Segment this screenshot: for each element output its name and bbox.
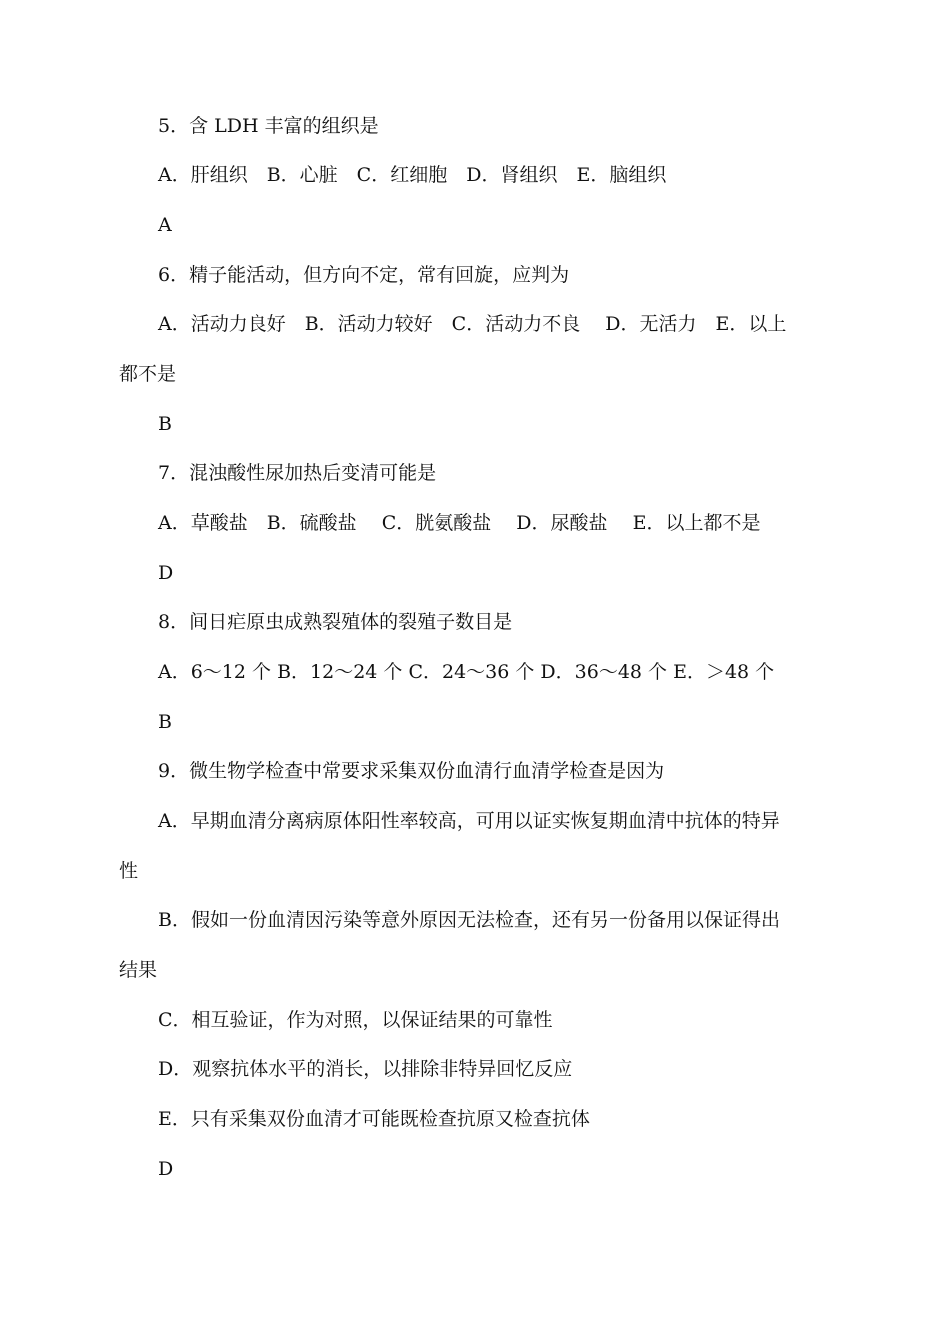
question-8-options: A．6～12 个 B．12～24 个 C．24～36 个 D．36～48 个 E．＞48 个 [158,661,775,683]
question-9-option-d: D．观察抗体水平的消长，以排除非特异回忆反应 [158,1058,573,1080]
question-9-option-a-continued: 性 [119,860,139,882]
question-7-answer: D [158,562,174,584]
question-6-answer: B [158,413,172,435]
question-5-stem: 5．含 LDH 丰富的组织是 [158,115,379,137]
question-9-answer: D [158,1158,174,1180]
question-6-stem: 6．精子能活动，但方向不定，常有回旋，应判为 [158,264,570,286]
question-7-options: A．草酸盐 B．硫酸盐 C．胱氨酸盐 D．尿酸盐 E．以上都不是 [158,512,761,534]
question-9-option-b-continued: 结果 [119,959,158,981]
question-9-stem: 9．微生物学检查中常要求采集双份血清行血清学检查是因为 [158,760,665,782]
question-9-option-c: C．相互验证，作为对照，以保证结果的可靠性 [158,1009,553,1031]
question-5-answer: A [158,214,172,236]
question-5-options: A．肝组织 B．心脏 C．红细胞 D．肾组织 E．脑组织 [158,164,667,186]
question-8-answer: B [158,711,172,733]
question-9-option-e: E．只有采集双份血清才可能既检查抗原又检查抗体 [158,1108,590,1130]
question-9-option-b: B．假如一份血清因污染等意外原因无法检查，还有另一份备用以保证得出 [158,909,780,931]
question-6-options-continued: 都不是 [119,363,177,385]
question-8-stem: 8．间日疟原虫成熟裂殖体的裂殖子数目是 [158,611,513,633]
question-9-option-a: A．早期血清分离病原体阳性率较高，可用以证实恢复期血清中抗体的特异 [158,810,780,832]
question-6-options: A．活动力良好 B．活动力较好 C．活动力不良 D．无活力 E．以上 [158,313,787,335]
question-7-stem: 7．混浊酸性尿加热后变清可能是 [158,462,437,484]
